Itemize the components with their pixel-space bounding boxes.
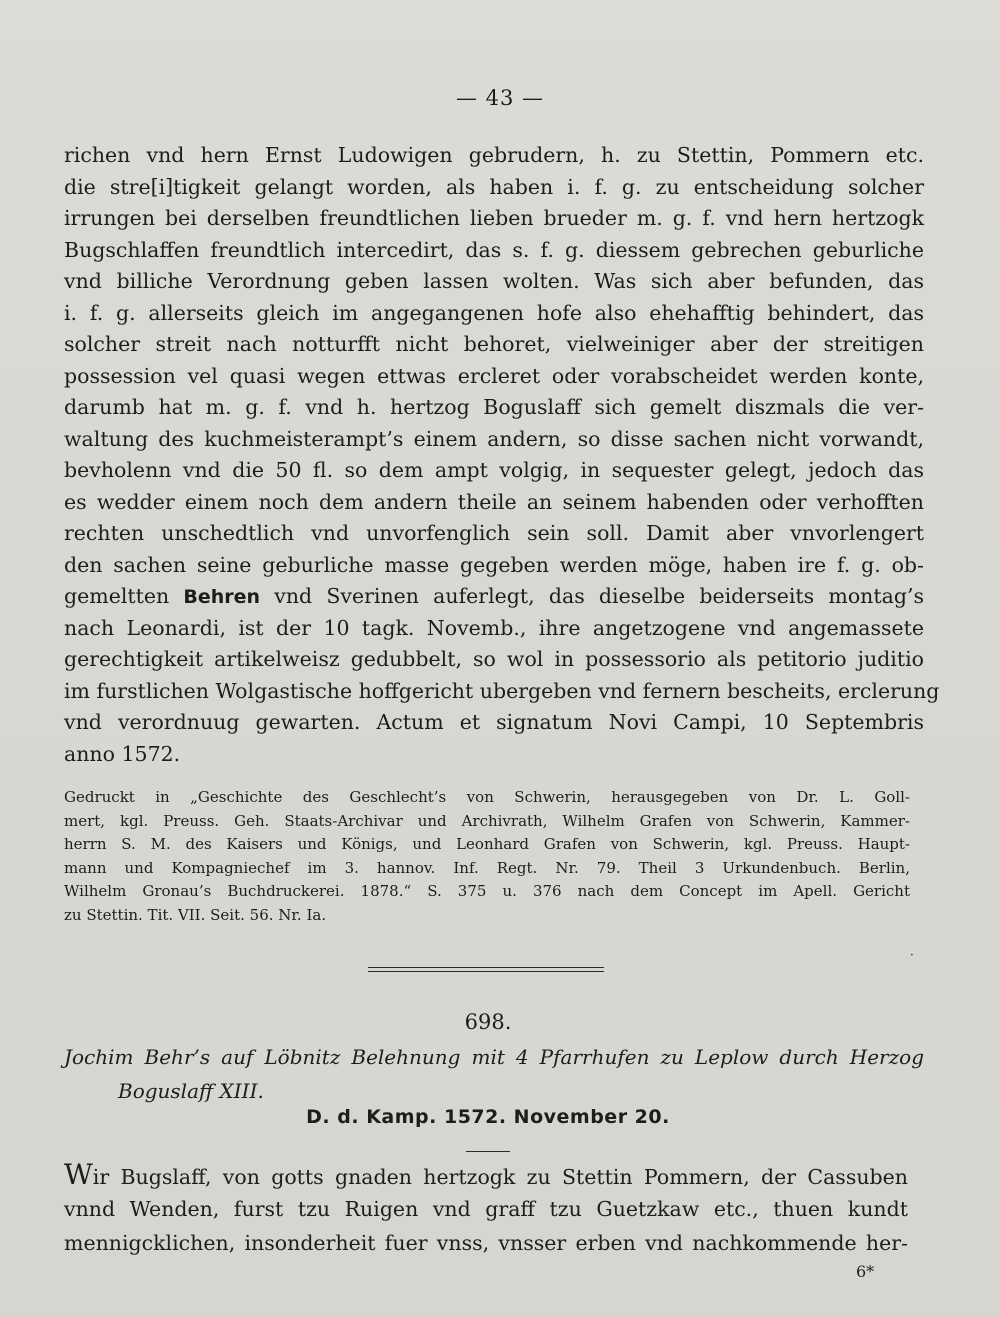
text-line: possession vel quasi wegen ettwas ercleret oder vorabscheidet werden konte, [64, 363, 924, 388]
document-number: 698. [464, 1010, 512, 1034]
text-line-with-bold-name [64, 581, 924, 613]
text-line: die stre[i]tigkeit gelangt worden, als haben i. f. g. zu entscheidung solcher [64, 174, 924, 199]
note-line: zu Stettin. Tit. VII. Seit. 56. Nr. Ia. [64, 905, 327, 924]
section-divider [368, 967, 604, 968]
page-number: — 43 — [455, 86, 545, 110]
document-date: D. d. Kamp. 1572. November 20. [306, 1106, 670, 1128]
title-line: Boguslaff XIII. [118, 1079, 264, 1103]
text-line: nach Leonardi, ist der 10 tagk. Novemb., ihre angetzogene vnd angemassete [64, 615, 924, 640]
charter-line: mennigcklichen, insonderheit fuer vnss, vnsser erben vnd nachkommende her- [64, 1231, 908, 1255]
text-line: i. f. g. allerseits gleich im angegangenen hofe also ehehafftig behindert, das [64, 300, 924, 325]
text-segment: gemeltten [64, 584, 184, 608]
title-line: Jochim Behr’s auf Löbnitz Belehnung mit 4 Pfarrhufen zu Leplow durch Herzog [64, 1045, 924, 1069]
text-line: irrungen bei derselben freundtlichen lieben brueder m. g. f. vnd hern hertzogk [64, 206, 924, 230]
text-segment: vnd Sverinen auferlegt, das dieselbe beiderseits montag’s [260, 584, 924, 608]
initial-letter: W [64, 1158, 93, 1191]
text-line: anno 1572. [64, 741, 181, 766]
note-line: mann und Kompagniechef im 3. hannov. Inf. Regt. Nr. 79. Theil 3 Urkundenbuch. Berlin, [64, 858, 910, 877]
note-line: Gedruckt in „Geschichte des Geschlecht’s von Schwerin, herausgegeben von Dr. L. Goll- [64, 788, 910, 806]
text-line: bevholenn vnd die 50 fl. so dem ampt volgig, in sequester gelegt, jedoch das [64, 458, 924, 482]
text-line: solcher streit nach notturfft nicht behoret, vielweiniger aber der streitigen [64, 332, 924, 356]
text-line: waltung des kuchmeisterampt’s einem andern, so disse sachen nicht vorwandt, [64, 426, 924, 451]
signature-mark: 6* [856, 1262, 875, 1281]
bold-name: Behren [183, 586, 261, 608]
text-line: rechten unschedtlich vnd unvorfenglich sein soll. Damit aber vnvorlengert [64, 521, 924, 545]
text-line: im furstlichen Wolgastische hoffgericht ubergeben vnd fernern bescheits, erclerung [64, 678, 940, 703]
note-line: Wilhelm Gronau’s Buchdruckerei. 1878.“ S. 375 u. 376 nach dem Concept im Apell. Gericht [64, 882, 910, 901]
text-line: richen vnd hern Ernst Ludowigen gebrudern, h. zu Stettin, Pommern etc. [64, 143, 924, 167]
short-rule [466, 1151, 510, 1152]
text-line: es wedder einem noch dem andern theile an seinem habenden oder verhofften [64, 489, 924, 514]
text-line: gerechtigkeit artikelweisz gedubbelt, so wol in possessorio als petitorio juditio [64, 647, 924, 671]
text-line: Bugschlaffen freundtlich intercedirt, das s. f. g. diessem gebrechen geburliche [64, 237, 924, 262]
charter-line [64, 1158, 908, 1192]
document-title [64, 1040, 924, 1108]
charter-text [64, 1158, 908, 1260]
text-line: den sachen seine geburliche masse gegeben werden möge, haben ire f. g. ob- [64, 552, 924, 577]
charter-line: vnnd Wenden, furst tzu Ruigen vnd graff tzu Guetzkaw etc., thuen kundt [64, 1197, 908, 1221]
main-text-block [64, 140, 940, 770]
source-note [64, 786, 910, 928]
print-speck: · [910, 948, 914, 962]
text-line: vnd billiche Verordnung geben lassen wolten. Was sich aber befunden, das [64, 269, 924, 293]
note-line: mert, kgl. Preuss. Geh. Staats-Archivar und Archivrath, Wilhelm Grafen von Schwerin, Kammer- [64, 811, 910, 830]
text-line: darumb hat m. g. f. vnd h. hertzog Boguslaff sich gemelt diszmals die ver- [64, 395, 924, 419]
note-line: herrn S. M. des Kaisers und Königs, und Leonhard Grafen von Schwerin, kgl. Preuss. Haupt- [64, 835, 910, 854]
text-segment: ir Bugslaff, von gotts gnaden hertzogk zu Stettin Pommern, der Cassuben [92, 1165, 908, 1189]
text-line: vnd verordnuug gewarten. Actum et signatum Novi Campi, 10 Septembris [64, 710, 924, 734]
section-divider [368, 971, 604, 972]
